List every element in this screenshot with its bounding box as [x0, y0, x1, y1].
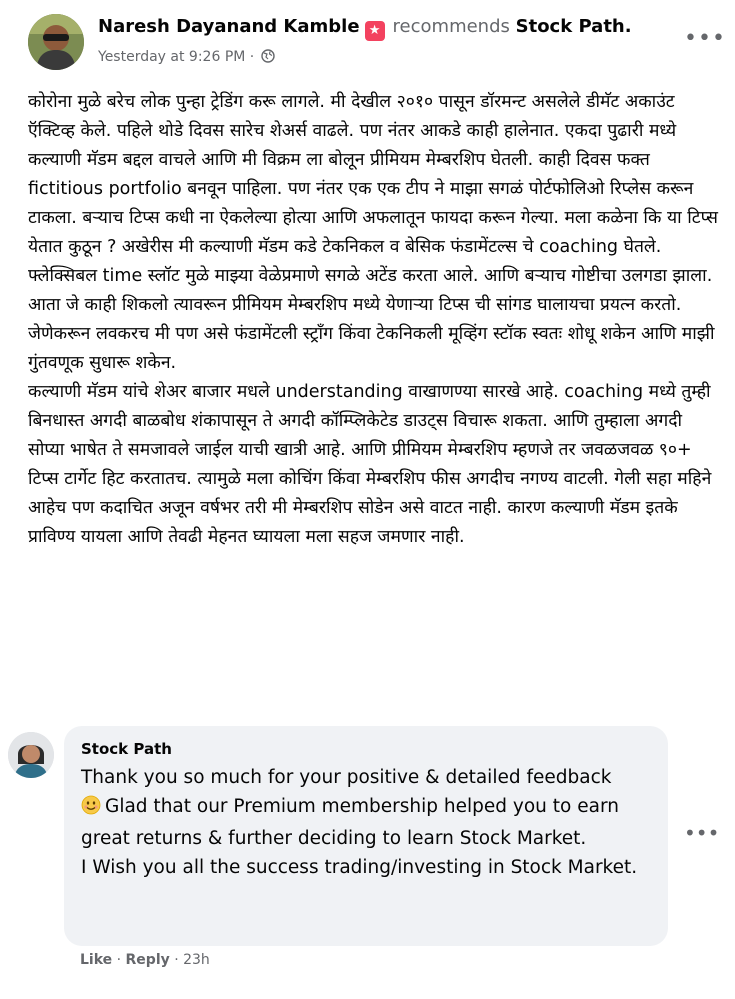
star-badge-icon: ★ — [365, 21, 385, 41]
commenter-avatar[interactable] — [8, 732, 54, 778]
comment-line: I Wish you all the success trading/investing in Stock Market. — [81, 857, 638, 878]
comment-line-text: Glad that our Premium membership helped you to earn great returns & further deciding to learn Stock Market. — [81, 796, 619, 849]
comment-text — [81, 763, 661, 882]
reply-button[interactable]: Reply — [125, 952, 170, 968]
comment-actions — [80, 952, 210, 968]
post-paragraph: कल्याणी मॅडम यांचे शेअर बाजार मधले understanding वाखाणण्या सारखे आहे. coaching मध्ये तुम्ही बिनधास्त अगदी बाळबोध शंकापासून ते अगदी कॉम्प्लिकेटेड डाउट्स विचारू शकता. आणि तुम्हाला अगदी सोप्या भाषेत ते समजावले जाईल याची खात्री आहे. आणि प्रीमियम मेम्बरशिप म्हणजे तर जवळजवळ ९०+ टिप्स टार्गेट हिट करतातच. त्यामुळे मला कोचिंग किंवा मेम्बरशिप फीस अगदीच नगण्य वाटली. गेली सहा महिने आहेच पण कदाचित अजून वर्षभर तरी मी मेम्बरशिप सोडेन असे वाटत नाही. कारण कल्याणी मॅडम इतके प्राविण्य यायला आणि तेवढी मेहनत घ्यायला मला सहज जमणार नाही. — [28, 382, 712, 547]
comment-line-with-emoji — [81, 792, 661, 853]
meta-separator: · — [249, 49, 255, 65]
post-paragraph: कोरोना मुळे बरेच लोक पुन्हा ट्रेडिंग करू लागले. मी देखील २०१० पासून डॉरमन्ट असलेले डीमॅट अकाउंट ऍक्टिव्ह केले. पहिले थोडे दिवस सारेच शेअर्स वाढले. पण नंतर आकडे काही हालेनात. एकदा पुढारी मध्ये कल्याणी मॅडम बद्दल वाचले आणि मी विक्रम ला बोलून प्रीमियम मेम्बरशिप घेतली. काही दिवस फक्त fictitious portfolio बनवून पाहिला. पण नंतर एक एक टीप ने माझा सगळं पोर्टफोलिओ रिप्लेस करून टाकला. बऱ्याच टिप्स कधी ना ऐकलेल्या होत्या आणि अफलातून फायदा करून गेल्या. मला कळेना कि या टिप्स येतात कुठून ? अखेरीस मी कल्याणी मॅडम कडे टेकनिकल व बेसिक फंडामेंटल्स चे coaching घेतले. फ्लेक्सिबल time स्लॉट मुळे माझ्या वेळेप्रमाणे सगळे अटेंड करता आले. आणि बऱ्याच गोष्टीचा उलगडा झाला. आता जे काही शिकलो त्यावरून प्रीमियम मेम्बरशिप मध्ये येणाऱ्या टिप्स ची सांगड घालायचा प्रयत्न करतो. जेणेकरून लवकरच मी पण असे फंडामेंटली स्ट्रॉंग किंवा टेकनिकली मूव्हिंग स्टॉक स्वतः शोधू शकेन आणि माझी गुंतवणूक सुधारू शकेन. — [28, 92, 718, 373]
commenter-name[interactable]: Stock Path — [81, 740, 172, 758]
post-body — [28, 88, 718, 552]
page-name-link[interactable]: Stock Path. — [515, 16, 632, 37]
comment-line: Thank you so much for your positive & detailed feedback — [81, 767, 612, 788]
like-button[interactable]: Like — [80, 952, 113, 968]
globe-icon — [261, 49, 275, 67]
author-line — [98, 16, 632, 41]
author-avatar[interactable] — [28, 14, 84, 70]
action-separator: · — [116, 952, 122, 968]
post-timestamp[interactable]: Yesterday at 9:26 PM — [98, 49, 246, 65]
action-separator: · — [174, 952, 179, 968]
post-meta — [98, 49, 275, 67]
comment-bubble — [64, 726, 668, 946]
smiling-face-icon — [81, 795, 101, 824]
post-header — [28, 12, 726, 72]
comment — [8, 726, 728, 976]
author-name[interactable]: Naresh Dayanand Kamble — [98, 16, 360, 37]
recommend-verb: recommends — [392, 16, 510, 37]
post-more-options-icon[interactable]: ••• — [684, 26, 726, 51]
comment-more-options-icon[interactable]: ••• — [684, 821, 720, 845]
comment-age[interactable]: 23h — [183, 952, 210, 968]
